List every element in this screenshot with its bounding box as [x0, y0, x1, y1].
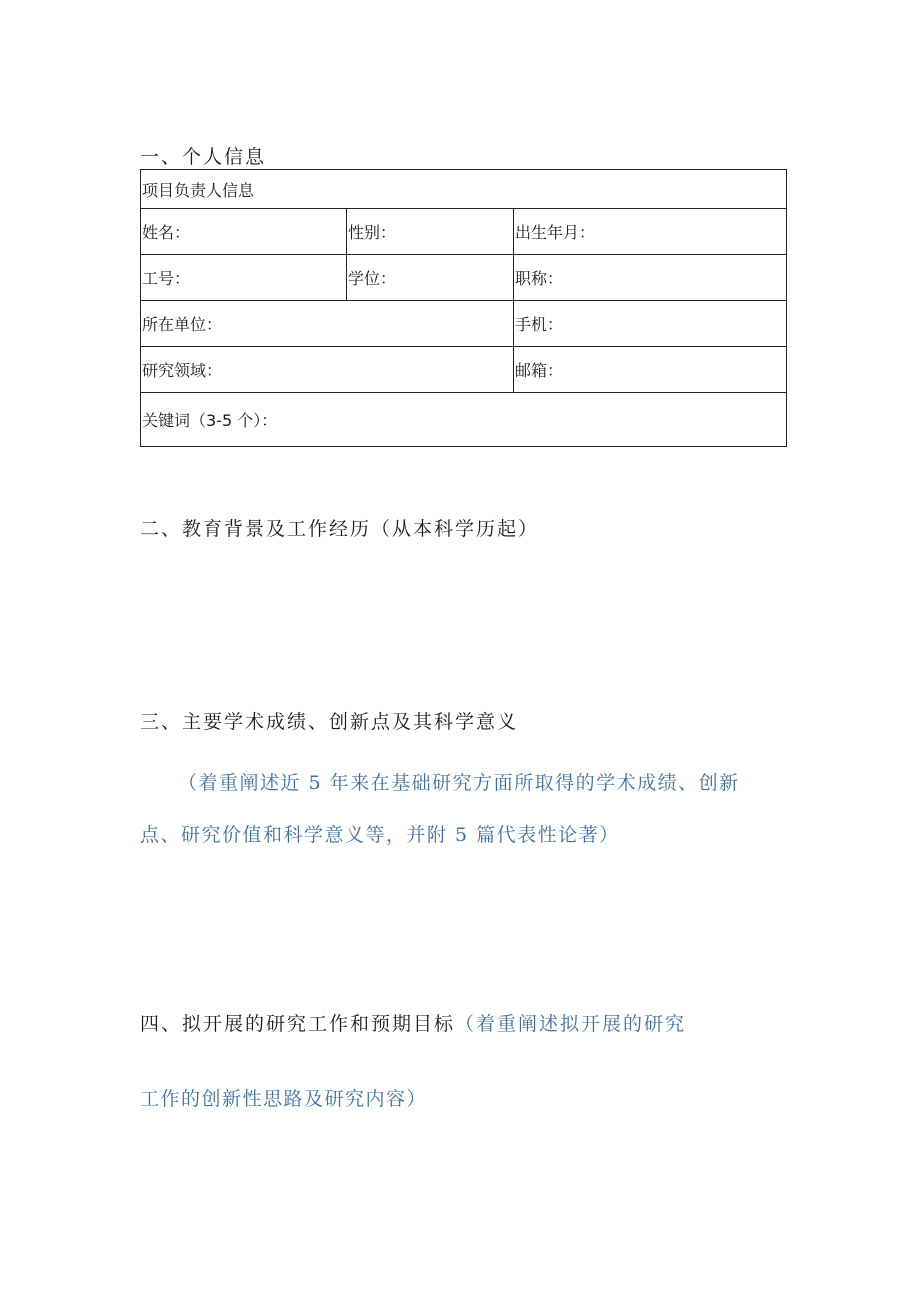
- achievements-instruction-note: （着重阐述近 5 年来在基础研究方面所取得的学术成绩、创新点、研究价值和科学意义等，并附 5 篇代表性论著）: [140, 772, 740, 846]
- research-field-field[interactable]: 研究领域：: [141, 347, 514, 393]
- personal-info-table: [140, 169, 787, 447]
- job-title-field[interactable]: 职称：: [514, 255, 787, 301]
- staff-id-field[interactable]: 工号：: [141, 255, 347, 301]
- phone-field[interactable]: 手机：: [514, 301, 787, 347]
- unit-field[interactable]: 所在单位：: [141, 301, 514, 347]
- research-plan-instruction-note: （着重阐述拟开展的研究: [455, 1013, 687, 1035]
- gender-field[interactable]: 性别：: [347, 209, 514, 255]
- email-field[interactable]: 邮箱：: [514, 347, 787, 393]
- section-heading-achievements: 三、主要学术成绩、创新点及其科学意义: [140, 711, 519, 733]
- section-heading-research-plan: [140, 1009, 686, 1036]
- table-title-cell: 项目负责人信息: [141, 170, 787, 209]
- research-plan-instruction-note-cont: 工作的创新性思路及研究内容）: [140, 1088, 428, 1110]
- section-heading-personal-info: 一、个人信息: [140, 146, 267, 168]
- name-field[interactable]: 姓名：: [141, 209, 347, 255]
- section-heading-education: 二、教育背景及工作经历（从本科学历起）: [140, 518, 540, 540]
- birth-date-field[interactable]: 出生年月：: [514, 209, 787, 255]
- keywords-field[interactable]: 关键词（3-5 个）：: [141, 393, 787, 447]
- research-plan-heading-text: 四、拟开展的研究工作和预期目标: [140, 1013, 456, 1035]
- degree-field[interactable]: 学位：: [347, 255, 514, 301]
